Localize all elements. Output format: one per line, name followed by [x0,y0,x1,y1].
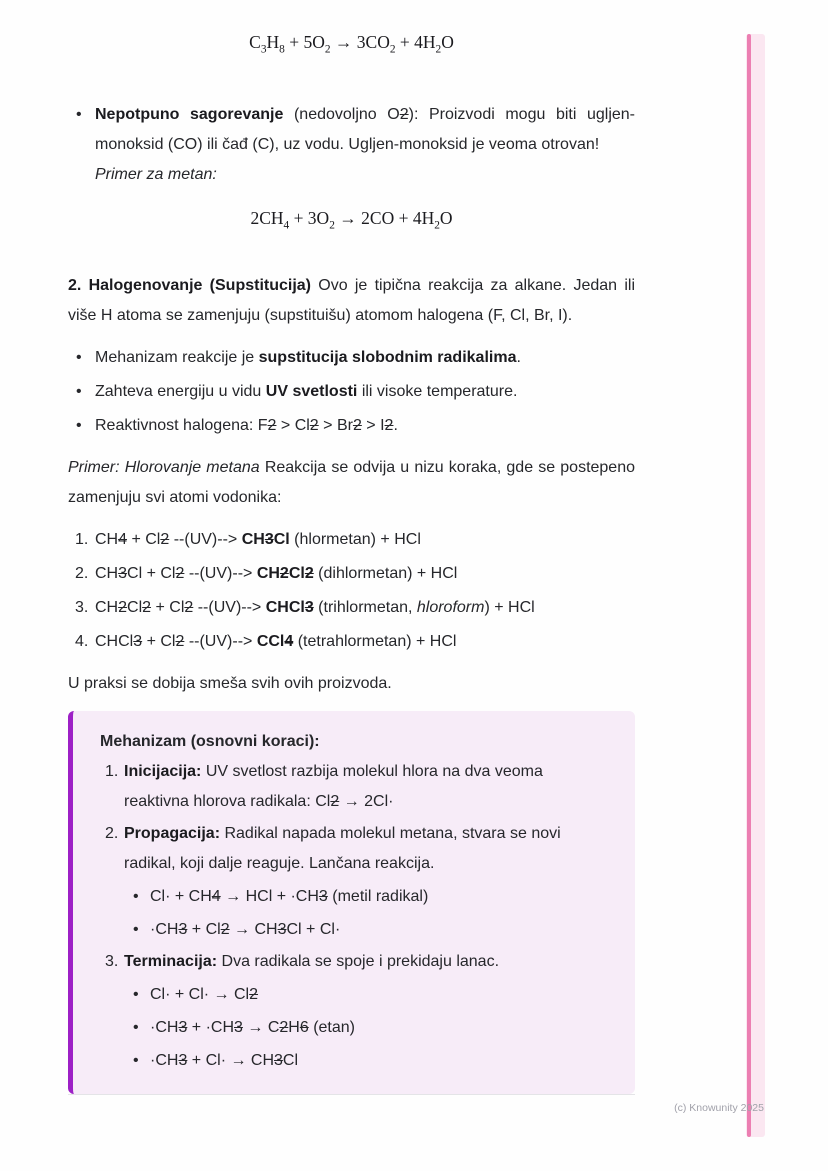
document-body [68,0,635,1112]
halogenation-intro-paragraph: 2. Halogenovanje (Supstitucija) Ovo je tipična reakcija za alkane. Jedan ili više H atoma se zamenjuju (supstituišu) atomom halogena (F, Cl, Br, I). [68,277,635,324]
list-item: • ·CH3 + Cl2 → CH3Cl + Cl· [124,915,611,945]
list-item: • Cl· + CH4 → HCl + ·CH3 (metil radikal) [124,882,611,912]
divider [68,1094,635,1095]
list-item: • Cl· + Cl· → Cl2 [124,980,611,1010]
list-item [100,757,611,817]
equation-propane-combustion: $C_3H_8 + 5O_2 \to 3CO_2 + 4H_2O$ [249,32,454,56]
chlorination-steps-list [68,525,635,657]
equation-methane-incomplete: $2CH_4 + 3O_2 \to 2CO + 4H_2O$ [250,207,453,231]
halogenation-points-list [68,343,635,441]
incomplete-combustion-note: Primer za metan: [95,165,217,183]
mechanism-step-propagation: Propagacija: Radikal napada molekul metana, stvara se novi radikal, koji dalje reaguje. Lančana reakcija. [124,825,561,872]
mechanism-callout [68,711,635,1094]
list-item: CHCl3 + Cl2 --(UV)--> CCl4 (tetrahlormetan) + HCl [95,633,457,650]
propagation-substeps [124,882,611,945]
scrollbar-thumb[interactable] [747,34,751,1137]
list-item [100,819,611,945]
list-item [68,100,635,190]
incomplete-combustion-text: • Nepotpuno sagorevanje (nedovoljno O2): Proizvodi mogu biti ugljen-monoksid (CO) ili čađ (C), uz vodu. Ugljen-monoksid je veoma otrovan! [95,105,636,153]
chlorination-conclusion: U praksi se dobija smeša svih ovih proizvoda. [68,675,392,692]
list-item: • Zahteva energiju u vidu UV svetlosti ili visoke temperature. [68,377,635,407]
copyright-notice: (c) Knowunity 2025 [674,1102,764,1114]
list-item [100,947,611,1076]
list-item: CH2Cl2 + Cl2 --(UV)--> CHCl3 (trihlormetan, hloroform) + HCl [95,599,535,616]
termination-substeps [124,980,611,1076]
list-item: • Mehanizam reakcije je supstitucija slobodnim radikalima. [68,343,635,373]
mechanism-steps-list [100,757,611,1076]
chlorination-intro-paragraph: Primer: Hlorovanje metana Reakcija se odvija u nizu koraka, gde se postepeno zamenjuju svi atomi vodonika: [68,459,636,506]
list-item: CH4 + Cl2 --(UV)--> CH3Cl (hlormetan) + HCl [95,531,421,548]
mechanism-title: Mehanizam (osnovni koraci): [100,733,320,750]
mechanism-step-termination: Terminacija: Dva radikala se spoje i prekidaju lanac. [124,953,500,970]
list-item: CH3Cl + Cl2 --(UV)--> CH2Cl2 (dihlormetan) + HCl [95,565,458,582]
mechanism-step-initiation: Inicijacija: UV svetlost razbija molekul hlora na dva veoma reaktivna hlorova radikala: Cl2 → 2Cl· [124,763,543,810]
incomplete-combustion-list [68,100,635,190]
list-item: • Reaktivnost halogena: F2 > Cl2 > Br2 > I2. [68,411,635,441]
list-item: • ·CH3 + Cl· → CH3Cl [124,1046,611,1076]
list-item: • ·CH3 + ·CH3 → C2H6 (etan) [124,1013,611,1043]
